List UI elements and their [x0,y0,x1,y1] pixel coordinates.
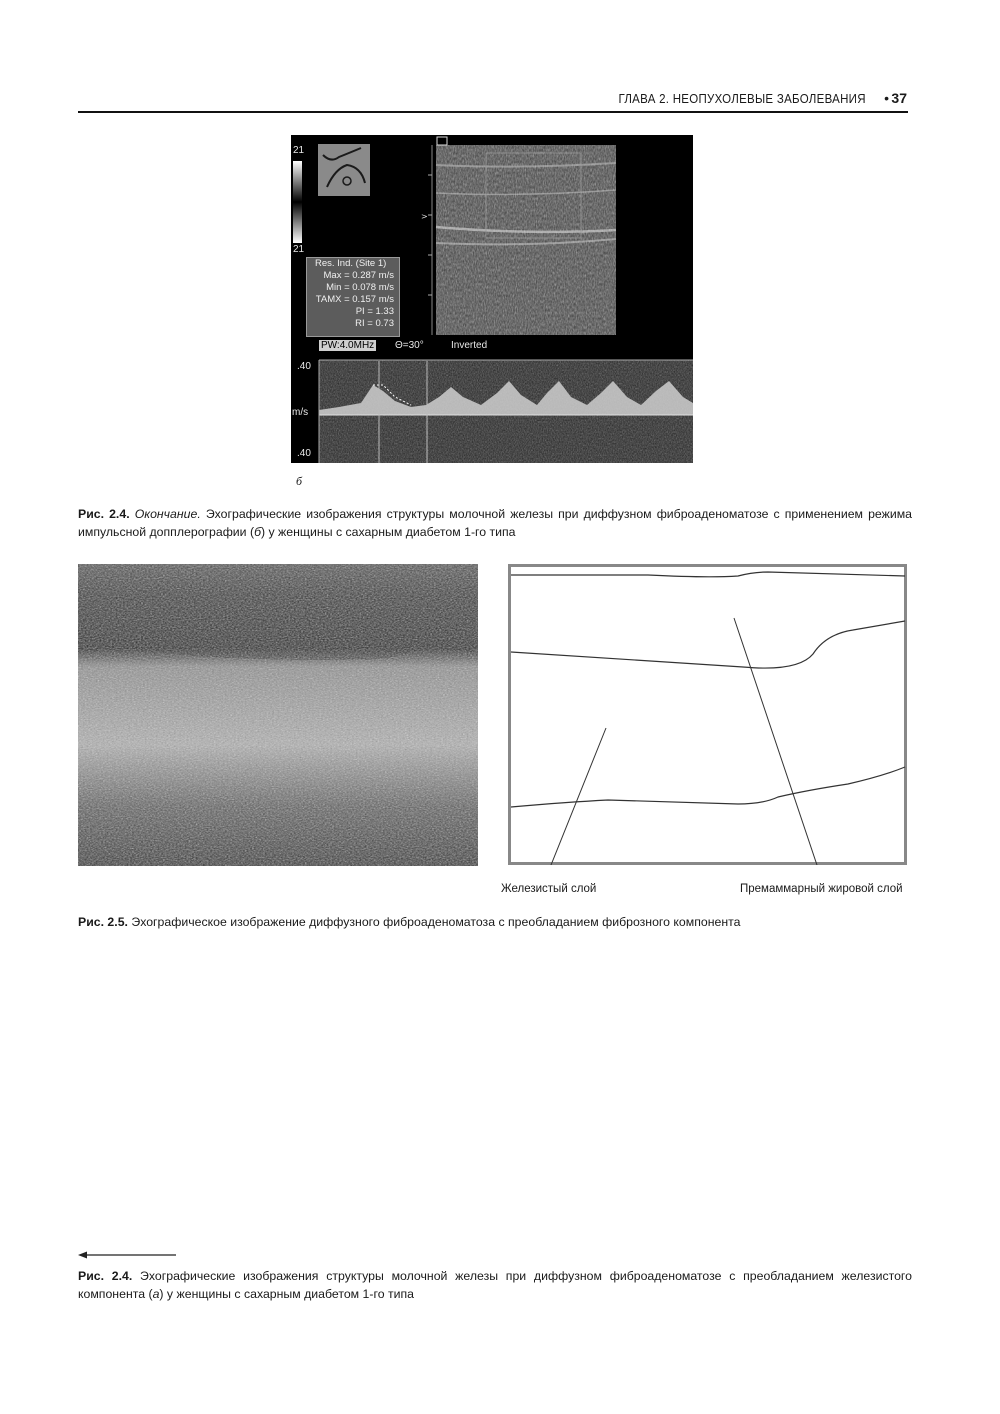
page-number: 37 [891,90,907,106]
back-arrow-icon [78,1250,176,1260]
svg-text:>: > [421,212,428,221]
caption-text: Эхографическое изображение диффузного фиброаденоматоза с преобладанием фиброзного компонента [127,915,741,929]
caption-label: Рис. 2.4. [78,1269,133,1283]
running-header-chapter: ГЛАВА 2. НЕОПУХОЛЕВЫЕ ЗАБОЛЕВАНИЯ [618,92,866,106]
diagram-frame [510,566,906,864]
angle-label: Θ=30° [395,340,424,351]
caption-italic-letter: а [152,1287,160,1301]
header-bullet: • [884,90,889,106]
doppler-ultrasound-image [291,135,693,463]
caption-text-b: ) у женщины с сахарным диабетом 1-го типа [159,1287,414,1301]
ultrasound-image-fibrous [78,564,478,866]
caption-label: Рис. 2.4. [78,507,130,521]
res-tamx: TAMX = 0.157 m/s [315,294,394,305]
pw-frequency: PW:4.0MHz [321,340,375,351]
caption-label: Рис. 2.5. [78,915,128,929]
resistance-index-box [306,257,400,337]
greyscale-bottom-label: 21 [293,244,305,255]
layer-diagram [508,564,907,865]
velocity-axis-top: .40 [297,361,311,372]
mode-label [319,340,376,351]
header-rule [78,111,908,113]
caption-fig-2-4-start [78,1267,912,1303]
ultrasound-2-graphics [78,564,478,866]
inverted-label: Inverted [451,340,488,351]
caption-fig-2-5 [78,913,912,931]
velocity-axis-unit: m/s [292,407,309,418]
label-glandular-layer: Железистый слой [501,883,597,895]
caption-italic-word: Окончание. [134,507,201,521]
res-min: Min = 0.078 m/s [326,282,394,293]
caption-text-a: Эхографические изображения структуры молочной железы при диффузном фиброаденоматозе с применением режима импульсной допплерографии ( [78,507,912,539]
greyscale-top-label: 21 [293,145,305,156]
caption-fig-2-4-end [78,505,912,541]
res-pi: PI = 1.33 [355,306,394,317]
res-max: Max = 0.287 m/s [323,270,394,281]
figure-sub-label: б [296,474,303,488]
caption-italic-letter: б [254,525,261,539]
caption-text-b: ) у женщины с сахарным диабетом 1-го типа [260,525,516,539]
velocity-axis-bottom: .40 [297,448,311,459]
label-premammary-fat-layer: Премаммарный жировой слой [740,883,903,895]
res-ri: RI = 0.73 [355,318,394,329]
caption-text-a: Эхографические изображения структуры молочной железы при диффузном фиброаденоматозе с преобладанием железистого компонента ( [78,1269,912,1301]
res-title: Res. Ind. (Site 1) [315,258,387,269]
